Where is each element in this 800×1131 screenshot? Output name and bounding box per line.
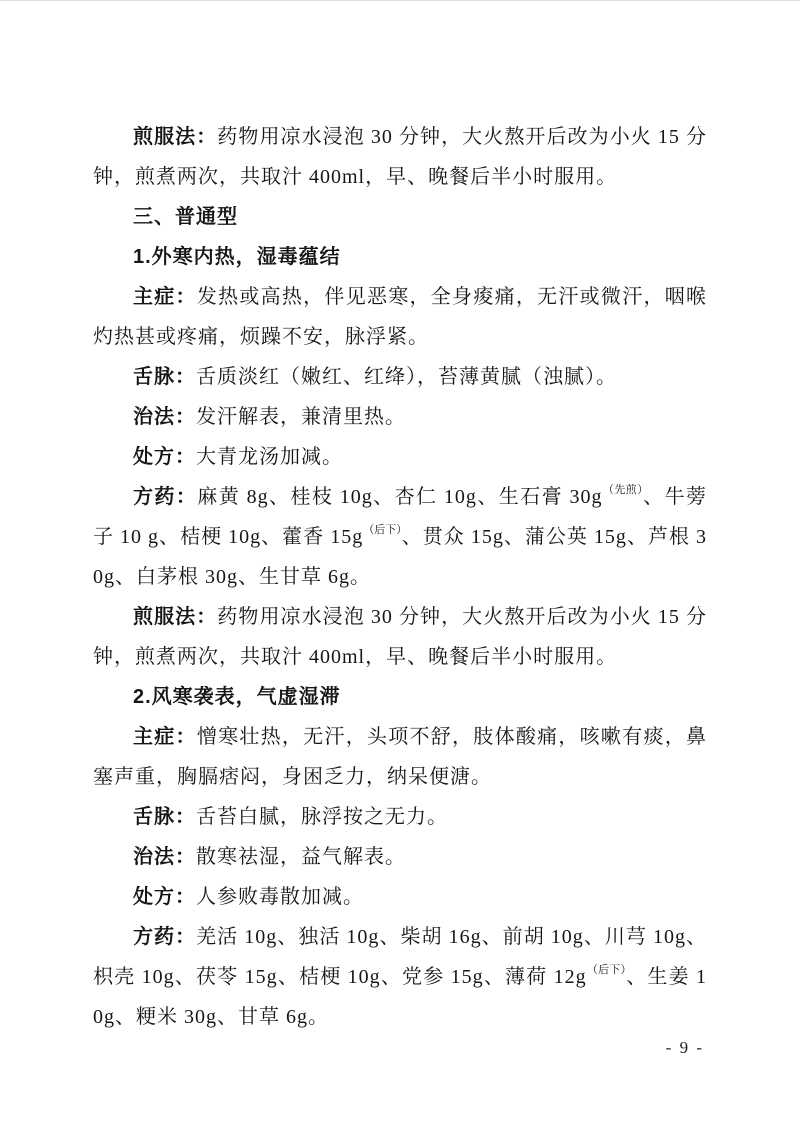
paragraph: [93, 437, 707, 477]
paragraph: [93, 477, 707, 597]
paragraph: [93, 877, 707, 917]
decoction-note-superscript: （后下）: [363, 524, 402, 537]
field-label: 处方：: [133, 886, 196, 908]
paragraph: [93, 117, 707, 197]
field-label: 煎服法：: [133, 126, 218, 148]
field-label: 方药：: [133, 486, 198, 508]
field-label: 煎服法：: [133, 606, 218, 628]
paragraph: [93, 357, 707, 397]
field-label: 方药：: [133, 926, 197, 948]
section-heading: [93, 197, 707, 237]
paragraph: [93, 597, 707, 677]
paragraph: [93, 797, 707, 837]
body-text: 、贯众 15g、蒲公英 15g、芦根 30g、白茅根 30g、生甘草 6g。: [93, 526, 708, 588]
section-heading: [93, 677, 707, 717]
body-text: 药物用凉水浸泡 30 分钟，大火熬开后改为小火 15 分钟，煎煮两次，共取汁 400ml，早、晚餐后半小时服用。: [93, 126, 708, 188]
body-text: 发热或高热，伴见恶寒，全身痠痛，无汗或微汗，咽喉灼热甚或疼痛，烦躁不安，脉浮紧。: [93, 286, 708, 348]
body-text: 舌苔白腻，脉浮按之无力。: [196, 806, 448, 828]
body-text: 散寒祛湿，益气解表。: [196, 846, 406, 868]
field-label: 三、普通型: [133, 206, 238, 228]
field-label: 治法：: [133, 406, 196, 428]
field-label: 主症：: [133, 286, 197, 308]
paragraph: [93, 397, 707, 437]
section-heading: [93, 237, 707, 277]
paragraph: [93, 837, 707, 877]
field-label: 舌脉：: [133, 806, 196, 828]
field-label: 处方：: [133, 446, 196, 468]
field-label: 主症：: [133, 726, 197, 748]
body-text: 麻黄 8g、桂枝 10g、杏仁 10g、生石膏 30g: [197, 486, 603, 508]
body-text: 人参败毒散加减。: [196, 886, 364, 908]
body-text: 憎寒壮热，无汗，头项不舒，肢体酸痛，咳嗽有痰，鼻塞声重，胸膈痞闷，身困乏力，纳呆便溏。: [93, 726, 708, 788]
paragraph: [93, 717, 707, 797]
body-text: 、牛蒡子 10 g、桔梗 10g、藿香 15g: [93, 486, 708, 548]
body-text: 、生姜 10g、粳米 30g、甘草 6g。: [93, 966, 707, 1028]
document-body: [93, 117, 707, 1037]
decoction-note-superscript: （先煎）: [602, 484, 644, 497]
paragraph: [93, 277, 707, 357]
body-text: 羌活 10g、独活 10g、柴胡 16g、前胡 10g、川芎 10g、枳壳 10g、茯苓 15g、桔梗 10g、党参 15g、薄荷 12g: [93, 926, 708, 988]
body-text: 舌质淡红（嫩红、红绛），苔薄黄腻（浊腻）。: [196, 366, 617, 388]
field-label: 舌脉：: [133, 366, 196, 388]
field-label: 治法：: [133, 846, 196, 868]
body-text: 发汗解表，兼清里热。: [196, 406, 406, 428]
body-text: 药物用凉水浸泡 30 分钟，大火熬开后改为小火 15 分钟，煎煮两次，共取汁 400ml，早、晚餐后半小时服用。: [93, 606, 708, 668]
body-text: 大青龙汤加减。: [196, 446, 343, 468]
page-number: - 9 -: [665, 1038, 704, 1057]
field-label: 2.风寒袭表，气虚湿滞: [133, 686, 341, 708]
paragraph: [93, 917, 707, 1037]
decoction-note-superscript: （后下）: [586, 964, 627, 977]
field-label: 1.外寒内热，湿毒蕴结: [133, 246, 341, 268]
